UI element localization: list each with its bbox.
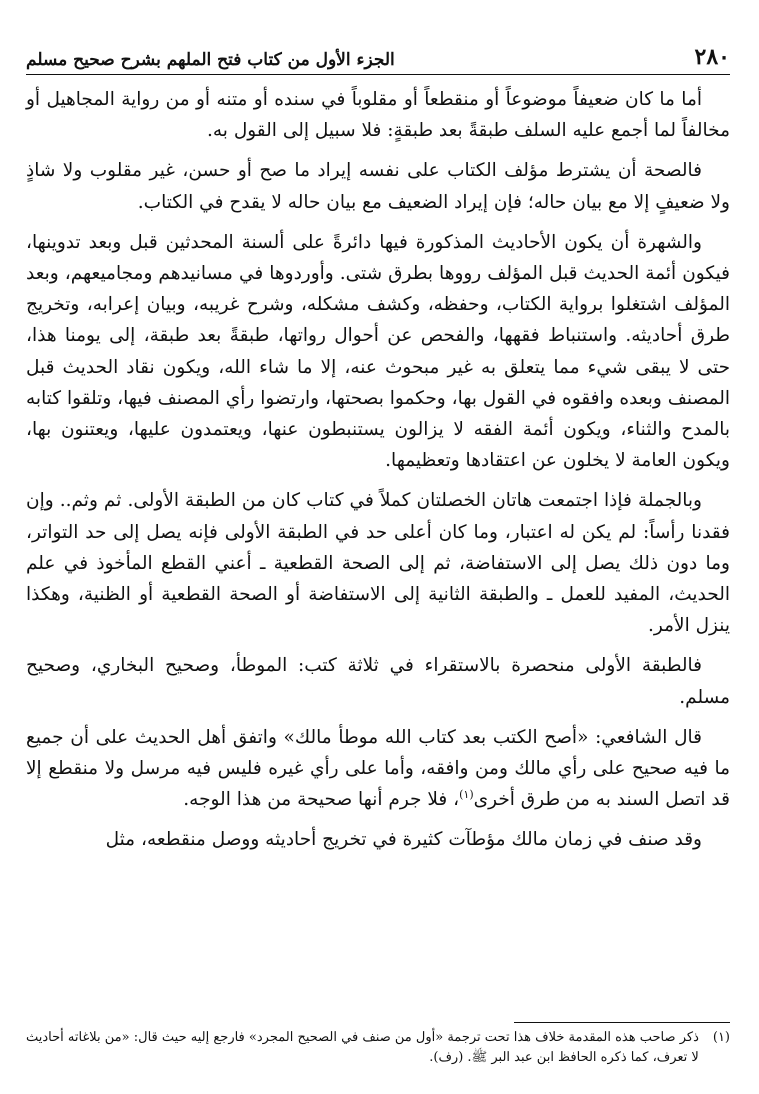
footnote-text: ذكر صاحب هذه المقدمة خلاف هذا تحت ترجمة «أول من صنف في الصحيح المجرد» فارجع إليه حيث قال: «من بلاغاته أحاديث لا تعرف، كما ذكره الحافظ ابن عبد البر ﷺ. (رف).	[26, 1030, 699, 1065]
running-title: الجزء الأول من كتاب فتح الملهم بشرح صحيح مسلم	[26, 50, 395, 70]
page-number: ٢٨٠	[694, 44, 730, 70]
footnote	[26, 1028, 730, 1068]
shafii-quote-continuation: ، فلا جرم أنها صحيحة من هذا الوجه.	[183, 789, 460, 811]
paragraph-authenticity: فالصحة أن يشترط مؤلف الكتاب على نفسه إيراد ما صح أو حسن، غير مقلوب ولا شاذٍ ولا ضعيفٍ إلا مع بيان حاله؛ فإن إيراد الضعيف مع بيان حاله لا يقدح في الكتاب.	[26, 160, 730, 213]
paragraph-shafii-quote	[26, 722, 730, 816]
paragraph-fame: والشهرة أن يكون الأحاديث المذكورة فيها دائرةً على ألسنة المحدثين قبل وبعد تدوينها، فيكون أئمة الحديث قبل المؤلف رووها بطرق شتى. وأوردوها في مسانيدهم ومجاميعهم، وبعد المؤلف اشتغلوا برواية الكتاب، وحفظه، وكشف مشكله، وشرح غريبه، وبيان إعرابه، وتخريج طرق أحاديثه. واستنباط فقهها، والفحص عن أحوال رواتها، طبقةً بعد طبقة، إلى يومنا هذا، حتى لا يبقى شيء مما يتعلق به غير مبحوث عنه، إلا ما شاء الله، ويكون نقاد الحديث قبل المصنف وبعده وافقوه في القول بها، وحكموا بصحتها، وارتضوا رأي المصنف فيها، وتلقوا كتابه بالمدح والثناء، ويكون أئمة الفقه لا يزالون يستنبطون عنها، ويعتمدون عليها، ويعتنون بها، ويكون العامة لا يخلون عن اعتقادها وتعظيمها.	[26, 231, 730, 472]
header-rule	[26, 74, 730, 75]
body-text	[26, 84, 730, 865]
paragraph-weak-narrations: أما ما كان ضعيفاً موضوعاً أو منقطعاً أو مقلوباً في سنده أو متنه أو من رواية المجاهيل أو مخالفاً لما أجمع عليه السلف طبقةً بعد طبقةٍ: فلا سبيل إلى القول به.	[26, 89, 730, 142]
paragraph-ranks: وبالجملة فإذا اجتمعت هاتان الخصلتان كملاً في كتاب كان من الطبقة الأولى. ثم وثم.. وإن فقدنا رأساً: لم يكن له اعتبار، وما كان أعلى حد في الطبقة الأولى فإنه يصل إلى حد التواتر، وما دون ذلك يصل إلى الاستفاضة، ثم إلى الصحة القطعية ـ أعني القطع المأخوذ في علم الحديث، المفيد للعمل ـ والطبقة الثانية إلى الاستفاضة أو الصحة القطعية أو الظنية، وهكذا ينزل الأمر.	[26, 490, 730, 637]
paragraph-muwatta-compilations: وقد صنف في زمان مالك مؤطآت كثيرة في تخريج أحاديثه ووصل منقطعه، مثل	[105, 829, 702, 851]
shafii-quote-text: قال الشافعي: «أصح الكتب بعد كتاب الله موطأ مالك» واتفق أهل الحديث على أن جميع ما فيه صحيح على رأي مالك ومن وافقه، وأما على رأي غيره فليس فيه مرسل ولا منقطع إلا قد اتصل السند به من طرق أخرى	[26, 726, 730, 811]
footnote-reference[interactable]: (١)	[459, 788, 474, 802]
paragraph-first-rank-books: فالطبقة الأولى منحصرة بالاستقراء في ثلاثة كتب: الموطأ، وصحيح البخاري، وصحيح مسلم.	[26, 655, 730, 708]
page-header	[26, 36, 730, 70]
footnote-rule	[514, 1022, 730, 1023]
footnote-number: (١)	[712, 1030, 730, 1045]
